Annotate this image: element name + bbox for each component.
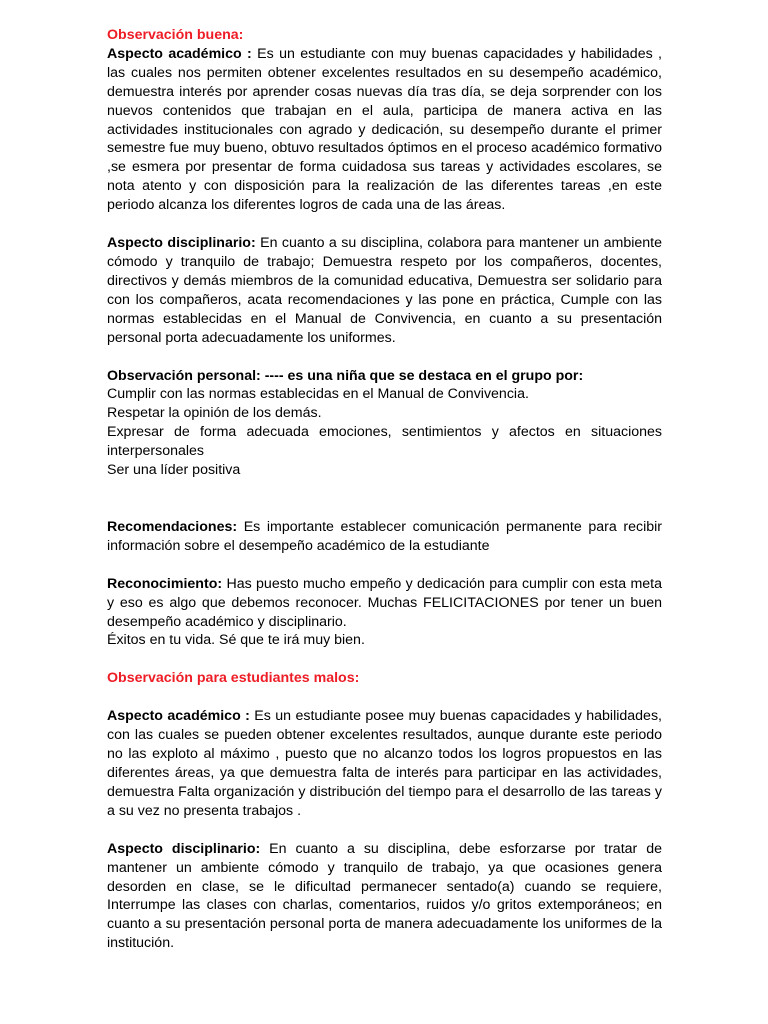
recommendations-text: Es importante establecer comunicación permanente para recibir información sobre el desempeño académico de la estudiante [107,518,662,554]
good-academic-label: Aspecto académico : [107,45,252,62]
good-disciplinary-paragraph [107,234,662,347]
bad-disciplinary-text: En cuanto a su disciplina, debe esforzarse por tratar de mantener un ambiente cómodo y tranquilo de trabajo, ya que ocasiones genera desorden en clase, se le dificultad permanecer sentado(a) cuando se requiere, Interrumpe las clases con charlas, comentarios, ruidos y/o gritos extemporáneos; en cuanto a su presentación personal porta de manera adecuadamente los uniformes de la institución. [107,840,662,952]
personal-item: Cumplir con las normas establecidas en el Manual de Convivencia. [107,386,529,403]
recommendations-label: Recomendaciones: [107,518,238,535]
bad-academic-text: Es un estudiante posee muy buenas capacidades y habilidades, con las cuales se pueden obtener excelentes resultados, aunque durante este periodo no las exploto al máximo , puesto que no alcanzo todos los logros propuestos en las diferentes áreas, ya que demuestra falta de interés para participar en las actividades, demuestra Falta organización y distribución del tiempo para el desarrollo de las tareas y a su vez no presenta trabajos . [107,708,662,819]
recognition-label: Reconocimiento: [107,575,223,592]
good-academic-text: Es un estudiante con muy buenas capacidades y habilidades , las cuales nos permiten obtener excelentes resultados en su desempeño académico, demuestra interés por aprender cosas nuevas día tras día, se deja sorprender con los nuevos contenidos que trabajan en el aula, participa de manera activa en las actividades institucionales con agrado y dedicación, su desempeño durante el primer semestre fue muy bueno, obtuvo resultados óptimos en el proceso académico formativo ,se esmera por presentar de forma cuidadosa sus tareas y actividades escolares, se nota atento y con disposición para la realización de las diferentes tareas ,en este periodo alcanza los diferentes logros de cada una de las áreas. [107,45,662,214]
recognition-closing: Éxitos en tu vida. Sé que te irá muy bien. [107,632,365,649]
good-academic-paragraph [107,45,662,215]
document-body [107,26,662,953]
good-disciplinary-label: Aspecto disciplinario: [107,235,256,252]
good-observation-heading: Observación buena: [107,27,244,43]
bad-academic-paragraph [107,707,662,820]
recognition-paragraph [107,575,662,632]
bad-disciplinary-label: Aspecto disciplinario: [107,840,261,857]
bad-academic-label: Aspecto académico : [107,708,250,725]
personal-observation-label: Observación personal: ---- es una niña que se destaca en el grupo por: [107,367,584,384]
personal-item: Expresar de forma adecuada emociones, sentimientos y afectos en situaciones interpersonales [107,424,662,460]
bad-disciplinary-paragraph [107,840,662,953]
good-disciplinary-text: En cuanto a su disciplina, colabora para mantener un ambiente cómodo y tranquilo de trabajo; Demuestra respeto por los compañeros, docentes, directivos y demás miembros de la comunidad educativa, Demuestra ser solidario para con los compañeros, acata recomendaciones y las pone en práctica, Cumple con las normas establecidas en el Manual de Convivencia, en cuanto a su presentación personal porta adecuadamente los uniformes. [107,235,662,346]
bad-observation-heading: Observación para estudiantes malos: [107,670,360,687]
recognition-text: Has puesto mucho empeño y dedicación para cumplir con esta meta y eso es algo que debemos reconocer. Muchas FELICITACIONES por tener un buen desempeño académico y disciplinario. [107,575,662,630]
recommendations-paragraph [107,518,662,556]
personal-item: Respetar la opinión de los demás. [107,405,322,422]
personal-item: Ser una líder positiva [107,462,241,479]
